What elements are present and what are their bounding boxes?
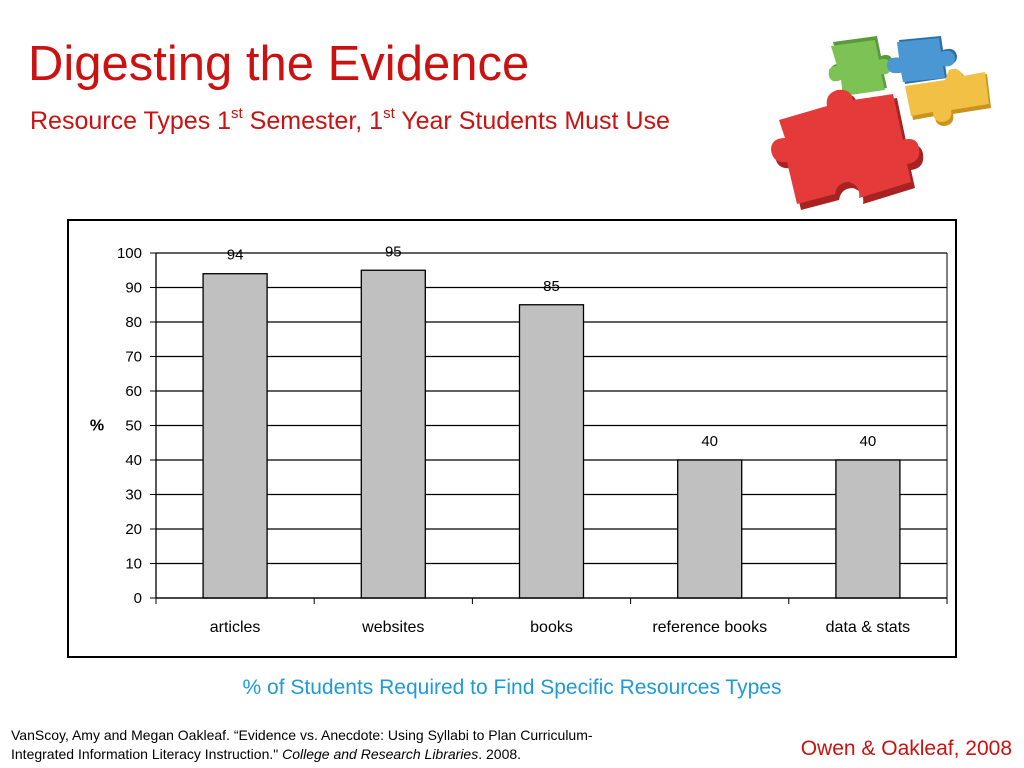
reference-text: . 2008.	[478, 746, 522, 762]
reference-line-1: VanScoy, Amy and Megan Oakleaf. “Evidence vs. Anecdote: Using Syllabi to Plan Curriculum-	[11, 727, 593, 743]
x-category-label: websites	[362, 619, 425, 636]
attribution: Owen & Oakleaf, 2008	[800, 737, 1012, 760]
bar-websites	[361, 270, 425, 598]
reference-text: Integrated Information Literacy Instruction."	[11, 746, 283, 762]
slide-title: Digesting the Evidence	[28, 37, 530, 91]
bar-reference-books	[678, 460, 742, 598]
y-tick-label: 40	[125, 452, 142, 469]
red-puzzle-piece-icon	[771, 90, 923, 210]
y-tick-label: 90	[125, 279, 142, 297]
y-tick-label: 10	[125, 555, 142, 573]
chart-frame	[67, 219, 957, 658]
y-tick-label: 0	[133, 590, 142, 607]
y-tick-label: 20	[125, 521, 142, 538]
slide-subtitle	[30, 105, 670, 136]
y-tick-label: 70	[125, 348, 142, 366]
y-axis-label: %	[89, 417, 105, 435]
y-tick-label: 60	[125, 383, 142, 400]
bar-books	[520, 305, 584, 598]
data-label: 94	[226, 246, 244, 264]
bar-chart	[69, 221, 955, 656]
data-label: 95	[384, 243, 402, 261]
subtitle-superscript: st	[383, 105, 395, 122]
subtitle-part: Semester, 1	[242, 107, 384, 135]
subtitle-superscript: st	[231, 105, 243, 122]
bar-data-stats	[836, 460, 900, 598]
y-tick-label: 80	[125, 314, 142, 331]
subtitle-part: Resource Types 1	[30, 107, 232, 135]
bars	[203, 243, 900, 598]
data-label: 85	[543, 277, 560, 295]
y-tick-label: 50	[125, 417, 142, 435]
reference-line-2	[11, 745, 593, 764]
y-tick-label: 100	[116, 245, 142, 262]
y-tick-label: 30	[125, 486, 142, 504]
x-category-label: books	[530, 619, 573, 636]
green-puzzle-piece-icon	[829, 36, 893, 96]
chart-caption: % of Students Required to Find Specific Resources Types	[242, 676, 782, 699]
bar-articles	[203, 274, 267, 598]
journal-title: College and Research Libraries	[282, 746, 479, 762]
data-label: 40	[859, 433, 877, 450]
x-category-label: data & stats	[825, 619, 911, 636]
x-category-label: reference books	[652, 619, 768, 636]
x-category-label: articles	[209, 619, 261, 636]
data-label: 40	[701, 433, 719, 450]
puzzle-pieces-icon	[765, 28, 1000, 213]
reference-citation	[11, 726, 593, 764]
subtitle-part: Year Students Must Use	[394, 107, 670, 135]
